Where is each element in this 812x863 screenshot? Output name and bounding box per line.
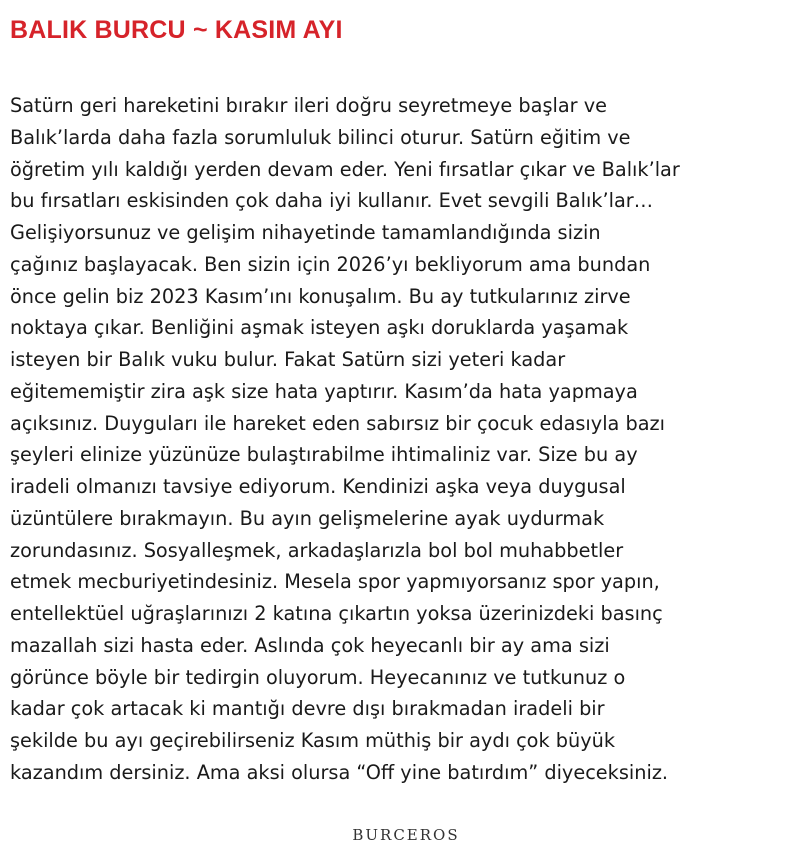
body-line: mazallah sizi hasta eder. Aslında çok heyecanlı bir ay ama sizi — [10, 633, 610, 657]
body-line: entellektüel uğraşlarınızı 2 katına çıkartın yoksa üzerinizdeki basınç — [10, 602, 663, 625]
body-line: Satürn geri hareketini bırakır ileri doğru seyretmeye başlar ve — [10, 94, 608, 117]
article-body — [10, 90, 810, 789]
page-title: BALIK BURCU ~ KASIM AYI — [10, 16, 343, 44]
body-line: eğitememiştir zira aşk size hata yaptırır. Kasım’da hata yapmaya — [10, 379, 638, 403]
body-line: açıksınız. Duyguları ile hareket eden sabırsız bir çocuk edasıyla bazı — [10, 411, 666, 435]
body-line: Balık’larda daha fazla sorumluluk bilinci oturur. Satürn eğitim ve — [10, 125, 631, 149]
body-line: Gelişiyorsunuz ve gelişim nihayetinde tamamlandığında sizin — [10, 221, 601, 244]
body-line: şeyleri elinize yüzünüze bulaştırabilme ihtimaliniz var. Size bu ay — [10, 443, 638, 467]
footer-brand: BURCEROS — [352, 826, 460, 844]
body-line: bu fırsatları eskisinden çok daha iyi kullanır. Evet sevgili Balık’lar… — [10, 189, 653, 213]
body-line: şekilde bu ayı geçirebilirseniz Kasım müthiş bir aydı çok büyük — [10, 729, 616, 752]
body-line: çağınız başlayacak. Ben sizin için 2026’yı bekliyorum ama bundan — [10, 252, 651, 276]
body-line: isteyen bir Balık vuku bulur. Fakat Satürn sizi yeteri kadar — [10, 348, 566, 371]
body-line: zorundasınız. Sosyalleşmek, arkadaşlarızla bol bol muhabbetler — [10, 538, 624, 562]
body-line: noktaya çıkar. Benliğini aşmak isteyen aşkı doruklarda yaşamak — [10, 316, 629, 340]
body-line: etmek mecburiyetindesiniz. Mesela spor yapmıyorsanız spor yapın, — [10, 570, 660, 594]
body-line: önce gelin biz 2023 Kasım’ını konuşalım. Bu ay tutkularınız zirve — [10, 284, 631, 308]
body-line: kadar çok artacak ki mantığı devre dışı bırakmadan iradeli bir — [10, 697, 605, 721]
body-line: görünce böyle bir tedirgin oluyorum. Heyecanınız ve tutkunuz o — [10, 665, 626, 689]
body-line: öğretim yılı kaldığı yerden devam eder. Yeni fırsatlar çıkar ve Balık’lar — [10, 157, 680, 181]
body-line: kazandım dersiniz. Ama aksi olursa “Off yine batırdım” diyeceksiniz. — [10, 760, 669, 784]
body-line: iradeli olmanızı tavsiye ediyorum. Kendinizi aşka veya duygusal — [10, 475, 626, 498]
body-line: üzüntülere bırakmayın. Bu ayın gelişmelerine ayak uydurmak — [10, 506, 605, 530]
